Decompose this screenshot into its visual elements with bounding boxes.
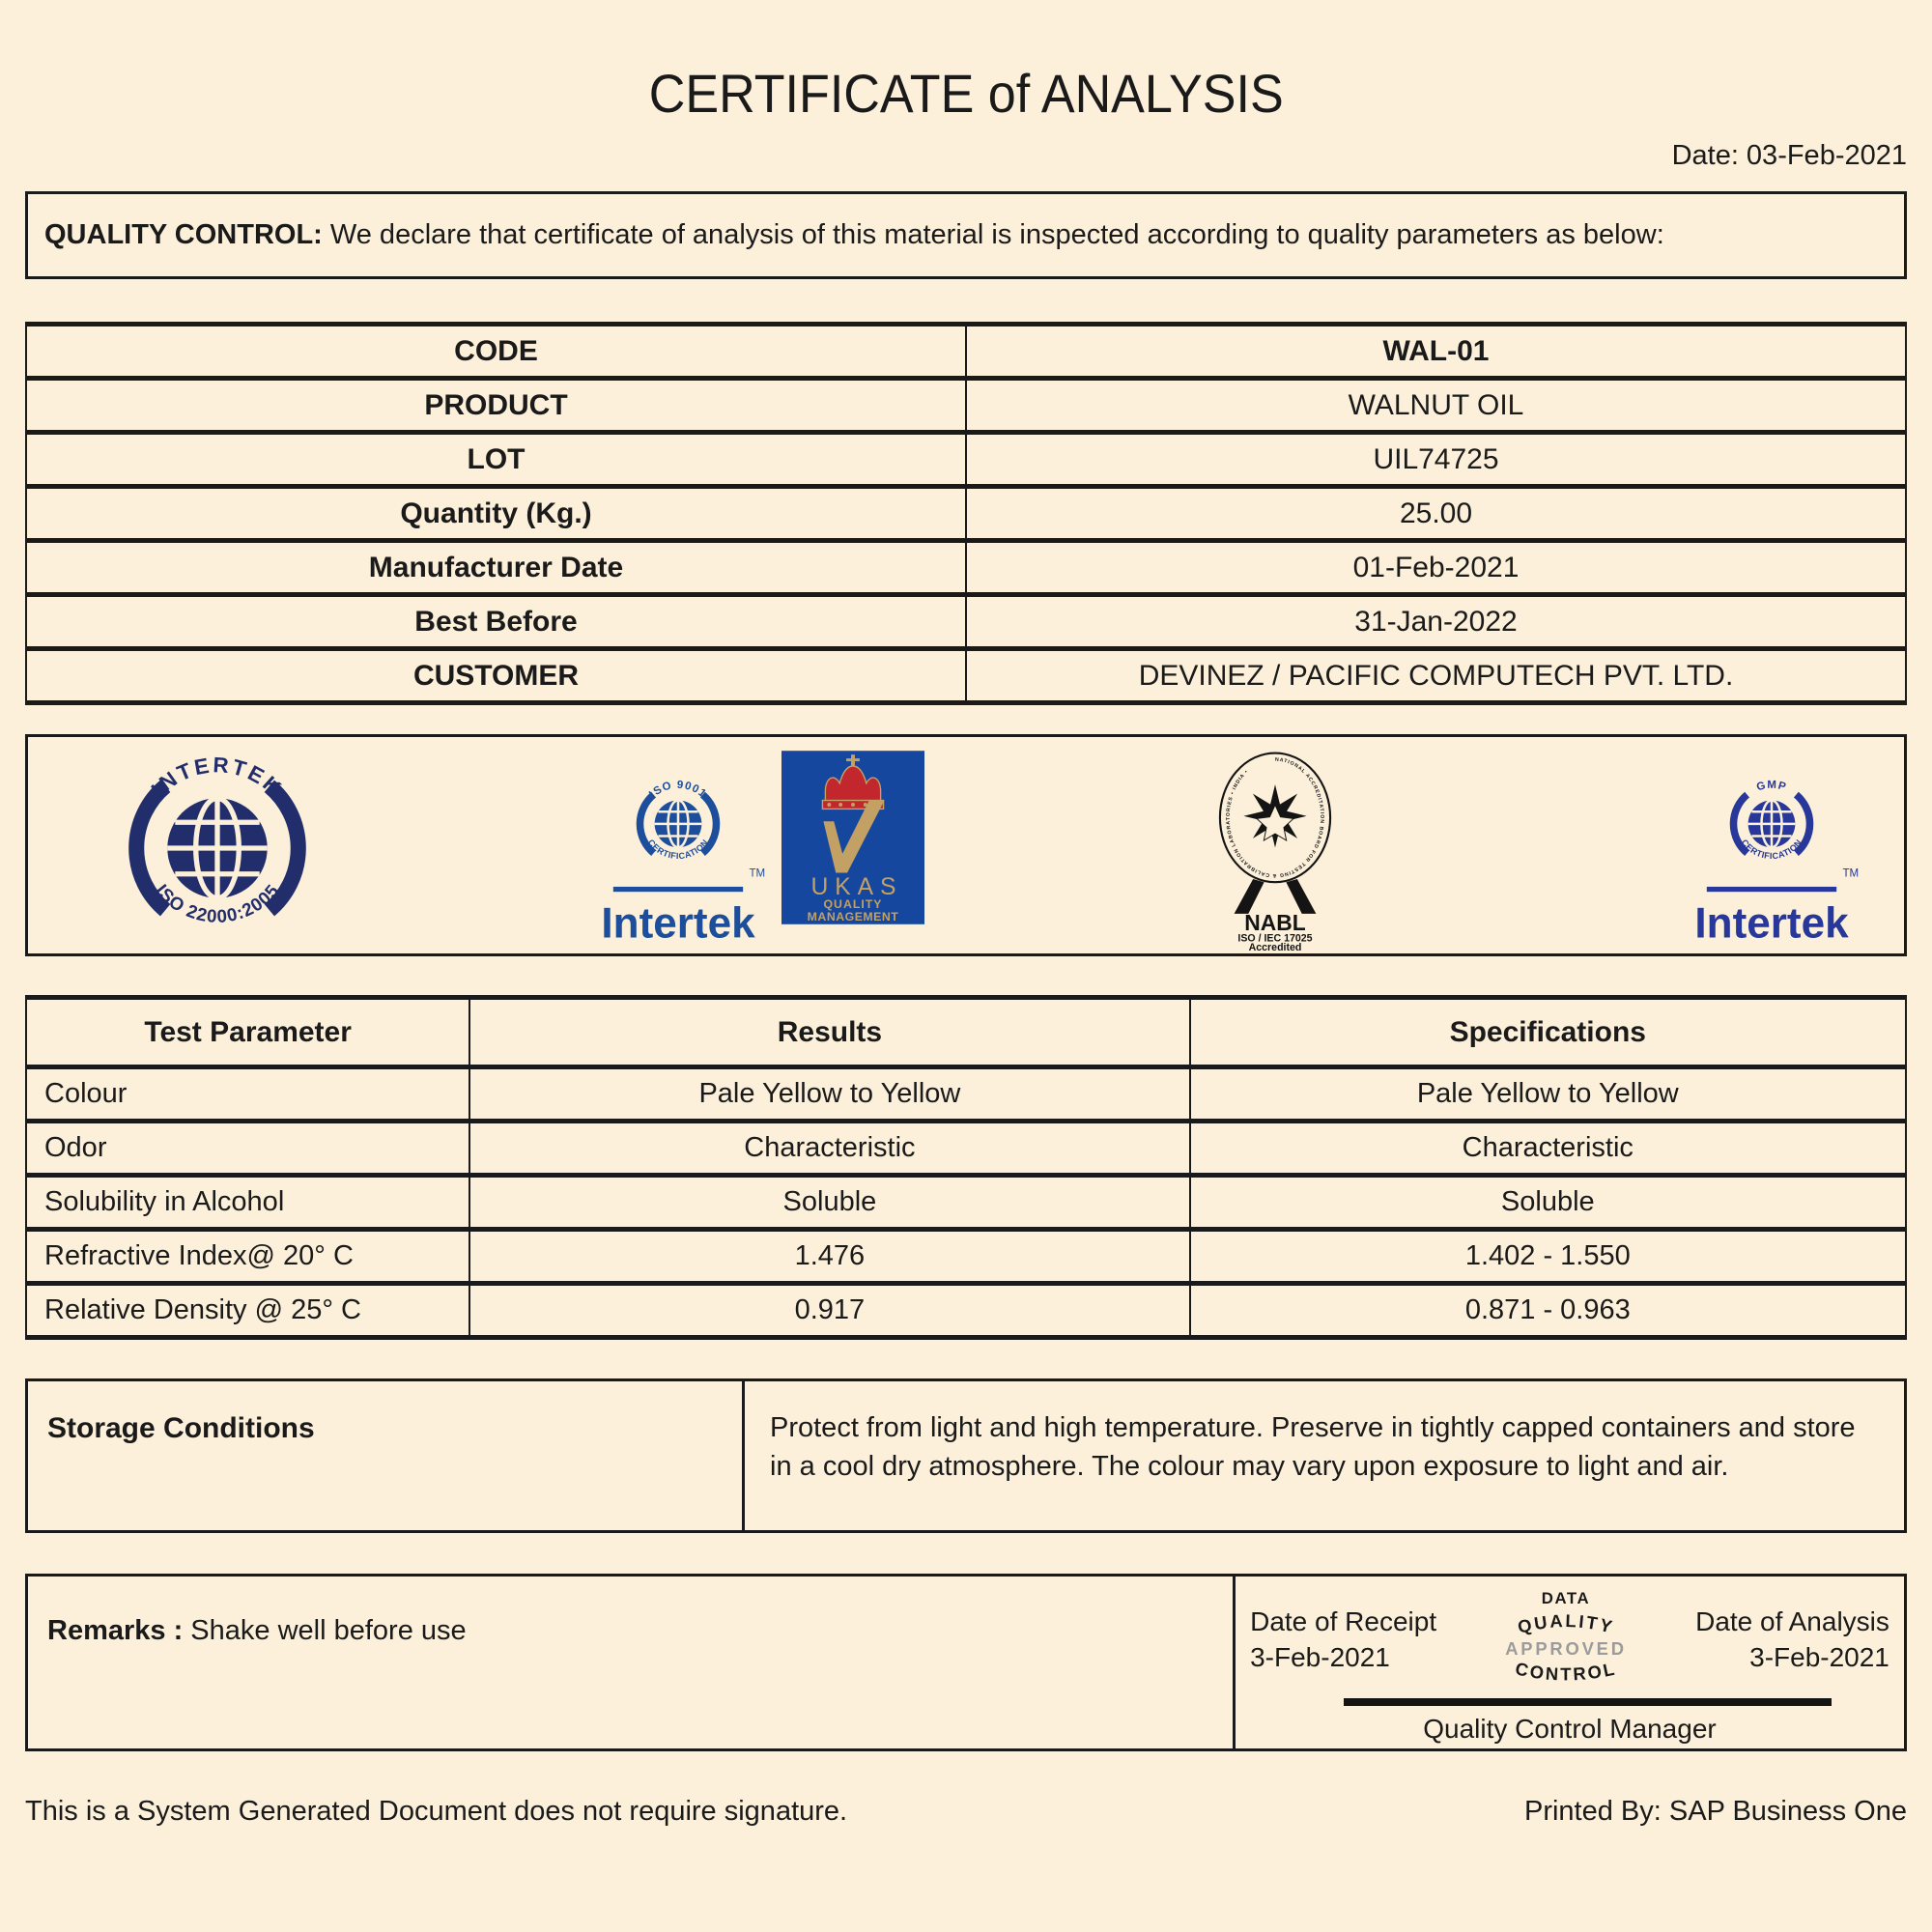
test-table-cell: Pale Yellow to Yellow (1190, 1067, 1906, 1122)
date-of-analysis (1695, 1605, 1889, 1672)
table-row (26, 1284, 1906, 1338)
test-table-header: Specifications (1190, 998, 1906, 1067)
date-of-analysis-value: 3-Feb-2021 (1749, 1641, 1889, 1672)
stamp-line-approved: APPROVED (1505, 1638, 1627, 1659)
iso9001-top-text: ISO 9001 (647, 779, 709, 801)
intertek-wordmark: Intertek (1694, 899, 1849, 948)
approval-row (1236, 1582, 1904, 1696)
svg-text:ISO 9001 (647, 780, 709, 801)
test-table-cell: 0.871 - 0.963 (1190, 1284, 1906, 1338)
intertek-iso22000-bottom-text: ISO 22000:2005 (152, 880, 284, 926)
table-row (26, 433, 1906, 487)
signature-line (1344, 1698, 1832, 1706)
date-of-receipt (1250, 1605, 1437, 1672)
test-table-cell: Characteristic (1190, 1122, 1906, 1176)
table-row (26, 541, 1906, 595)
table-row (26, 1230, 1906, 1284)
date-of-receipt-value: 3-Feb-2021 (1250, 1641, 1390, 1672)
storage-conditions-label: Storage Conditions (28, 1381, 745, 1530)
test-table-header-row (26, 998, 1906, 1067)
remarks-section (25, 1574, 1907, 1751)
info-row-label: CODE (26, 325, 966, 379)
storage-conditions-section (25, 1378, 1907, 1533)
ukas-logo (781, 751, 924, 929)
signatory-title: Quality Control Manager (1423, 1714, 1717, 1744)
globe-icon (113, 745, 322, 952)
stamp-line-data: DATA (1541, 1589, 1591, 1608)
iso9001-bottom-text: CERTIFICATION (645, 838, 711, 862)
info-row-value: UIL74725 (966, 433, 1906, 487)
stamp-line-quality: QUALITY (1515, 1610, 1617, 1637)
remarks-text: Shake well before use (183, 1615, 467, 1646)
storage-conditions-text: Protect from light and high temperature. Preserve in tightly capped containers and store in a cool dry atmosphere. The colour may vary upon exposure to light and air. (770, 1412, 1856, 1483)
test-table-cell: 1.476 (469, 1230, 1189, 1284)
gmp-top-text: GMP (1755, 779, 1788, 794)
svg-text:CONTROL (1514, 1658, 1618, 1684)
approval-cell (1236, 1577, 1904, 1748)
certification-logos-strip (25, 734, 1907, 956)
document-date: Date: 03-Feb-2021 (1671, 140, 1907, 171)
intertek-iso22000-logo (113, 745, 322, 956)
page-footer (25, 1796, 1907, 1828)
quality-approved-stamp-icon (1450, 1582, 1682, 1696)
test-table-header: Results (469, 998, 1189, 1067)
wordmark-rule (1707, 887, 1836, 892)
wordmark-rule (613, 887, 743, 892)
quality-control-declaration (25, 191, 1907, 279)
ukas-quality: QUALITY (823, 897, 883, 912)
info-row-value: 01-Feb-2021 (966, 541, 1906, 595)
info-row-label: LOT (26, 433, 966, 487)
test-table-cell: Soluble (1190, 1176, 1906, 1230)
intertek-wordmark: Intertek (601, 899, 755, 948)
test-table-cell: Odor (26, 1122, 469, 1176)
test-table-cell: Soluble (469, 1176, 1189, 1230)
nabl-left-leg (1235, 879, 1264, 914)
date-of-analysis-label: Date of Analysis (1695, 1605, 1889, 1636)
info-row-value: 25.00 (966, 487, 1906, 541)
globe-icon (1670, 745, 1873, 950)
footer-printed-by: Printed By: SAP Business One (1523, 1796, 1907, 1827)
footer-note: This is a System Generated Document does not require signature. (25, 1796, 848, 1827)
svg-text:GMP (1755, 780, 1788, 794)
table-row (26, 595, 1906, 649)
test-table-cell: Relative Density @ 25° C (26, 1284, 469, 1338)
table-row (26, 379, 1906, 433)
tm-mark: TM (749, 867, 766, 880)
info-row-value: 31-Jan-2022 (966, 595, 1906, 649)
page-title: CERTIFICATE of ANALYSIS (648, 63, 1284, 124)
nabl-accredited: Accredited (1248, 942, 1302, 952)
info-row-value: WAL-01 (966, 325, 1906, 379)
nabl-logo (1197, 747, 1353, 956)
nabl-right-leg (1286, 879, 1316, 914)
remarks-label: Remarks : (47, 1615, 184, 1646)
info-row-value: WALNUT OIL (966, 379, 1906, 433)
test-table-cell: Refractive Index@ 20° C (26, 1230, 469, 1284)
test-table-cell: Pale Yellow to Yellow (469, 1067, 1189, 1122)
info-row-label: Quantity (Kg.) (26, 487, 966, 541)
nabl-name: NABL (1244, 909, 1306, 935)
date-of-receipt-label: Date of Receipt (1250, 1605, 1437, 1636)
nabl-ring-text: NATIONAL ACCREDITATION BOARD FOR TESTING & CALIBRATION LABORATORIES • INDIA • (1225, 756, 1325, 879)
test-table-cell: Colour (26, 1067, 469, 1122)
table-row (26, 649, 1906, 703)
info-row-label: PRODUCT (26, 379, 966, 433)
stamp-line-control: CONTROL (1513, 1658, 1619, 1685)
tm-mark: TM (1842, 867, 1860, 880)
nabl-seal-icon (1197, 747, 1353, 952)
intertek-iso9001-logo (577, 745, 780, 954)
info-row-label: Manufacturer Date (26, 541, 966, 595)
test-table-cell: Solubility in Alcohol (26, 1176, 469, 1230)
test-table-header: Test Parameter (26, 998, 469, 1067)
test-table-cell: 1.402 - 1.550 (1190, 1230, 1906, 1284)
product-info-table (25, 322, 1907, 705)
quality-control-label: QUALITY CONTROL: (44, 219, 323, 250)
gmp-bottom-text: CERTIFICATION (1739, 838, 1804, 862)
svg-text:INTERTEK (147, 753, 288, 801)
svg-text:QUALITY (1516, 1610, 1616, 1637)
globe-icon (577, 745, 780, 950)
test-table-cell: Characteristic (469, 1122, 1189, 1176)
info-row-label: CUSTOMER (26, 649, 966, 703)
table-row (26, 1067, 1906, 1122)
table-row (26, 1122, 1906, 1176)
table-row (26, 1176, 1906, 1230)
info-row-value: DEVINEZ / PACIFIC COMPUTECH PVT. LTD. (966, 649, 1906, 703)
test-table-cell: 0.917 (469, 1284, 1189, 1338)
table-row (26, 487, 1906, 541)
title-wrap (25, 0, 1907, 125)
quality-control-text: We declare that certificate of analysis of this material is inspected according to quality parameters as below: (322, 219, 1664, 250)
ukas-management: MANAGEMENT (807, 909, 899, 923)
nabl-iso-line: ISO / IEC 17025 (1237, 932, 1313, 945)
remarks-cell (28, 1577, 1236, 1748)
nabl-star-icon (1243, 784, 1306, 847)
intertek-gmp-logo (1670, 745, 1873, 954)
ukas-name: UKAS (810, 874, 903, 901)
test-results-table (25, 995, 1907, 1340)
info-row-label: Best Before (26, 595, 966, 649)
table-row (26, 325, 1906, 379)
ukas-badge-icon (781, 751, 924, 924)
intertek-iso22000-top-text: INTERTEK (146, 753, 288, 802)
